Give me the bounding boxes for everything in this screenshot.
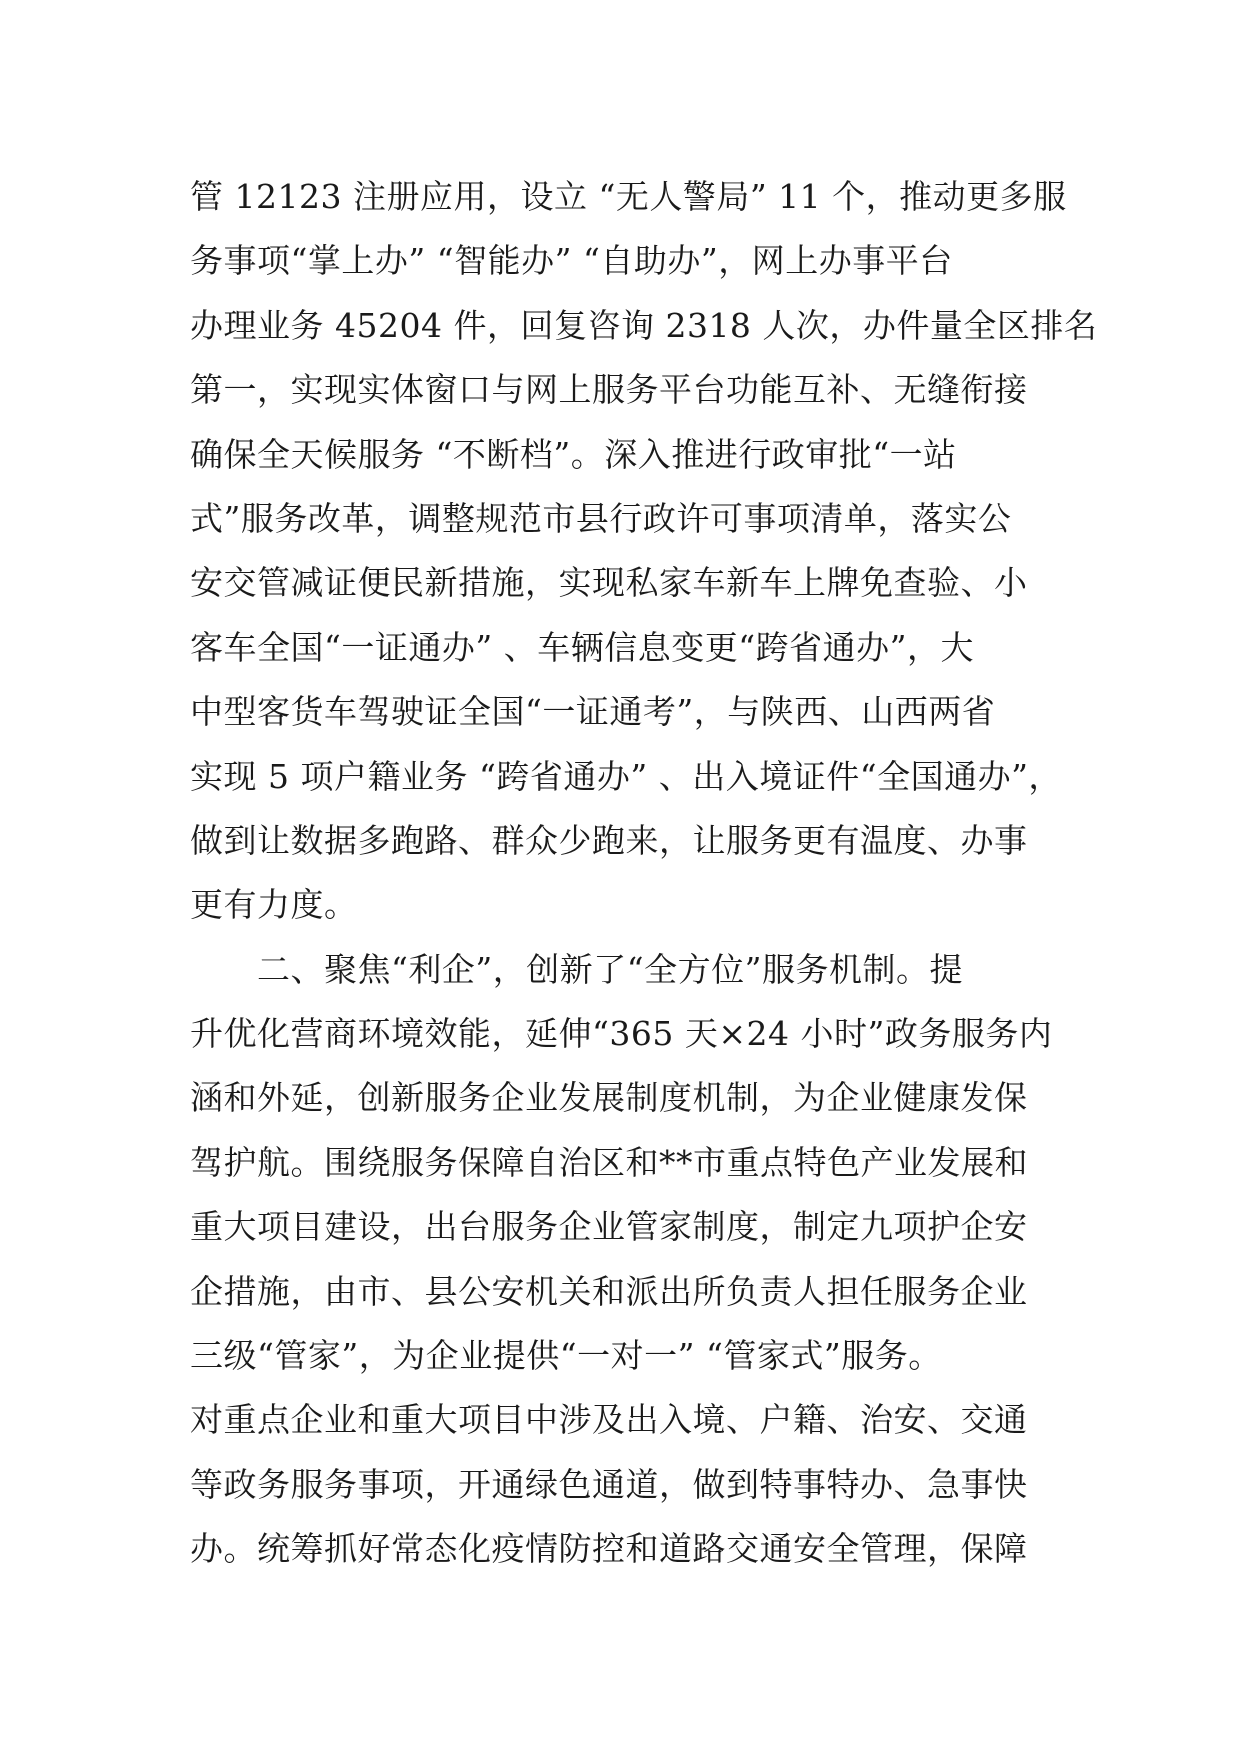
text-line-16: 驾护航。围绕服务保障自治区和**市重点特色产业发展和 xyxy=(190,1142,1028,1182)
text-line-20: 对重点企业和重大项目中涉及出入境、户籍、治安、交通 xyxy=(190,1400,1028,1440)
body-text xyxy=(190,165,1098,1582)
text-line-11: 做到让数据多跑路、群众少跑来，让服务更有温度、办事 xyxy=(190,820,1028,860)
text-line-15: 涵和外延，创新服务企业发展制度机制，为企业健康发保 xyxy=(190,1078,1028,1118)
text-line-12: 更有力度。 xyxy=(190,885,358,925)
text-line-4: 第一，实现实体窗口与网上服务平台功能互补、无缝衔接 xyxy=(190,370,1028,410)
text-line-10: 实现 5 项户籍业务 “跨省通办” 、出入境证件“全国通办”， xyxy=(190,756,1062,796)
text-line-21: 等政务服务事项，开通绿色通道，做到特事特办、急事快 xyxy=(190,1464,1028,1504)
text-line-9: 中型客货车驾驶证全国“一证通考”，与陕西、山西两省 xyxy=(190,692,996,732)
text-line-1: 管 12123 注册应用，设立 “无人警局” 11 个，推动更多服 xyxy=(190,177,1067,216)
text-line-22: 办。统筹抓好常态化疫情防控和道路交通安全管理，保障 xyxy=(190,1529,1028,1569)
text-line-17: 重大项目建设，出台服务企业管家制度，制定九项护企安 xyxy=(190,1207,1028,1247)
text-line-5: 确保全天候服务 “不断档”。深入推进行政审批“一站 xyxy=(190,434,957,474)
text-line-2: 务事项“掌上办” “智能办” “自助办”，网上办事平台 xyxy=(190,241,953,281)
text-line-19: 三级“管家”，为企业提供“一对一” “管家式”服务。 xyxy=(190,1336,942,1376)
text-line-8: 客车全国“一证通办” 、车辆信息变更“跨省通办”，大 xyxy=(190,627,974,667)
text-line-18: 企措施，由市、县公安机关和派出所负责人担任服务企业 xyxy=(190,1271,1028,1311)
text-line-13: 二、聚焦“利企”，创新了“全方位”服务机制。提 xyxy=(190,949,963,989)
text-line-14: 升优化营商环境效能，延伸“365 天×24 小时”政务服务内 xyxy=(190,1014,1053,1054)
text-line-3: 办理业务 45204 件，回复咨询 2318 人次，办件量全区排名 xyxy=(190,305,1098,345)
text-line-6: 式”服务改革，调整规范市县行政许可事项清单，落实公 xyxy=(190,498,1012,538)
text-line-7: 安交管减证便民新措施，实现私家车新车上牌免查验、小 xyxy=(190,563,1028,603)
